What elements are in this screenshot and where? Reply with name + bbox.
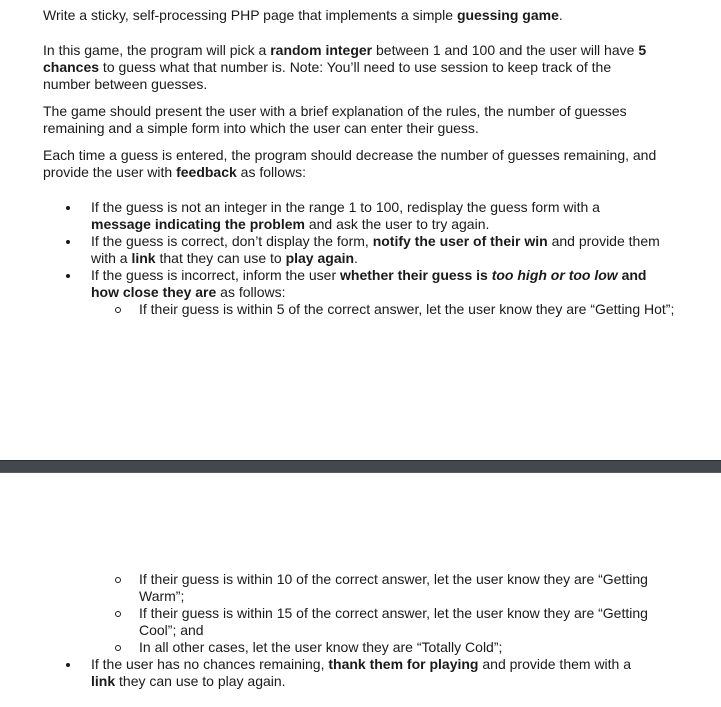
sub-item-getting-warm: If their guess is within 10 of the correct answer, let the user know they are “Getting Warm”; [0,571,679,605]
feedback-list [0,199,721,318]
rules-paragraph: In this game, the program will pick a random integer between 1 and 100 and the user will have 5 chances to guess what that number is. Note: You’ll need to use session to keep track of the number between guesses. [43,42,647,92]
list-item-invalid-guess: If the guess is not an integer in the range 1 to 100, redisplay the guess form with a message indicating the problem and ask the user to try again. [0,199,601,233]
list-item-correct-guess: If the guess is correct, don’t display the form, notify the user of their win and provide them with a link that they can use to play again. [0,233,681,267]
sub-item-getting-hot: If their guess is within 5 of the correct answer, let the user know they are “Getting Hot”; [0,301,679,318]
list-item-no-chances: If the user has no chances remaining, thank them for playing and provide them with a link they can use to play again. [0,656,631,690]
presentation-paragraph: The game should present the user with a brief explanation of the rules, the number of guesses remaining and a simple form into which the user can enter their guess. [43,103,627,136]
list-item-incorrect-guess: If the guess is incorrect, inform the user whether their guess is too high or too low and how close they are as follows: [0,267,671,301]
intro-paragraph: Write a sticky, self-processing PHP page that implements a simple guessing game. [43,7,563,23]
sub-item-totally-cold: In all other cases, let the user know they are “Totally Cold”; [0,639,679,656]
page-separator [0,460,721,473]
feedback-paragraph: Each time a guess is entered, the program should decrease the number of guesses remaining, and provide the user with feedback as follows: [43,147,657,180]
feedback-list-continued [0,571,721,690]
sub-item-getting-cool: If their guess is within 15 of the correct answer, let the user know they are “Getting Cool”; and [0,605,679,639]
document-page-2 [0,473,721,707]
